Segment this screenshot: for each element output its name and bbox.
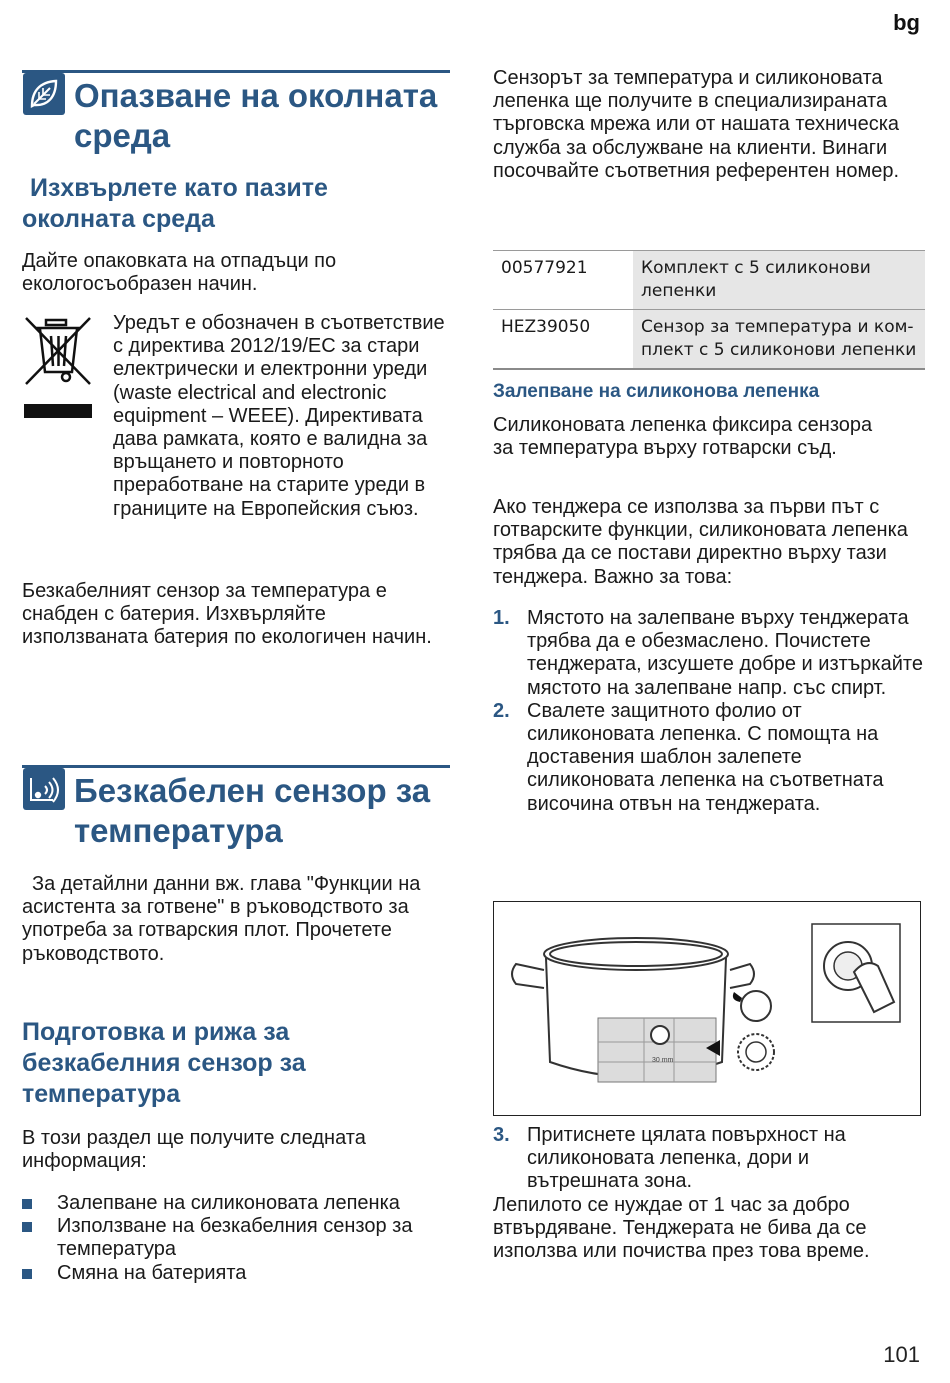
environment-title: Опазване на околната среда — [74, 77, 438, 154]
bullet-icon — [22, 1269, 32, 1279]
part-code: 00577921 — [493, 251, 633, 310]
packaging-paragraph: Дайте опаковката на отпадъци по екологосъобразен начин. — [22, 250, 337, 296]
battery-disposal-paragraph: Безкабелният сензор за температура е снабден с батерия. Изхвърляйте използваната батерия по екологичен начин. — [22, 580, 432, 649]
info-bullet-list — [22, 1192, 450, 1285]
part-description: Комплект с 5 силиконови лепенки — [633, 251, 925, 310]
patch-paragraph-1: Силиконовата лепенка фиксира сензора за температура върху готварски съд. — [493, 414, 873, 460]
leaf-environment-icon — [23, 73, 65, 115]
bullet-text: Залепване на силиконовата лепенка — [57, 1192, 400, 1214]
step-text: Свалете защитното фолио от силиконовата лепенка. С помощта на доставения шаблон залепете силиконовата лепенка на съответната височина отвън на тенджерата. — [527, 699, 884, 815]
language-code: bg — [893, 10, 920, 35]
section-rule — [22, 765, 450, 768]
patch-paragraph-2: Ако тенджера се използва за първи път с готварските функции, силиконовата лепенка трябва да се постави директно върху тази тенджера. Важно за това: — [493, 496, 908, 588]
step-number: 3. — [493, 1124, 510, 1146]
step-text: Мястото на залепване върху тенджерата трябва да е обезмаслено. Почистете тенджерата, изсушете добре и изтъркайте мястото на залепване напр. със спирт. — [527, 607, 923, 699]
part-code: HEZ39050 — [501, 317, 591, 337]
bullet-icon — [22, 1222, 32, 1232]
parts-table — [493, 250, 925, 370]
step-3 — [493, 1124, 923, 1194]
part-description: Сензор за температура и ком-плект с 5 силиконови лепенки — [633, 310, 925, 370]
sensor-subtitle: Подготовка и рижа за безкабелния сензор за температура — [22, 1018, 306, 1108]
table-row — [493, 251, 925, 310]
template-height-label: 30 mm — [652, 1057, 674, 1064]
bullet-text: Използване на безкабелния сензор за температура — [57, 1215, 413, 1261]
list-item — [22, 1215, 450, 1261]
environment-subtitle: Изхвърлете като пазите околната среда — [22, 174, 328, 233]
section-info-paragraph: В този раздел ще получите следната информация: — [22, 1127, 366, 1173]
curing-paragraph: Лепилото се нуждае от 1 час за добро втвърдяване. Тенджерата не бива да се използва или почиства през това време. — [493, 1194, 870, 1263]
step-number: 1. — [493, 607, 510, 629]
list-item — [22, 1262, 450, 1285]
bullet-text: Смяна на батерията — [57, 1261, 247, 1284]
bullet-icon — [22, 1199, 32, 1209]
list-item — [22, 1192, 450, 1215]
section-rule — [22, 70, 450, 73]
table-row — [493, 310, 925, 370]
steps-list — [493, 607, 923, 816]
step-number: 2. — [493, 699, 510, 722]
page-number: 101 — [883, 1342, 920, 1367]
pot-with-patch-illustration — [493, 901, 921, 1116]
purchase-info-paragraph: Сензорът за температура и силиконовата лепенка ще получите в специализираната търговска мрежа или от нашата техническа служба за обслужване на клиенти. Винаги посочвайте съответния референтен номер. — [493, 67, 900, 182]
step-text: Притиснете цялата повърхност на силиконовата лепенка, дори и вътрешната зона. — [527, 1124, 846, 1193]
sensor-intro-paragraph: За детайлни данни вж. глава "Функции на асистента за готвене" в ръководството за употреба за готварския плот. Прочетете ръководството. — [22, 873, 421, 965]
list-item — [493, 700, 923, 816]
list-item — [493, 607, 923, 700]
weee-paragraph: Уредът е обозначен в съответствие с директива 2012/19/EC за стари електрически и електронни уреди (waste electrical and electronic equipment – WEEE). Директивата дава рамката, която е валидна за връщането и повторното преработване на старите уреди в границите на Европейския съюз. — [113, 312, 445, 520]
patch-subtitle: Залепване на силиконова лепенка — [493, 381, 820, 402]
crossed-bin-weee-icon — [22, 314, 94, 420]
wireless-sensor-icon — [23, 768, 65, 810]
sensor-title: Безкабелен сензор за температура — [74, 772, 431, 849]
